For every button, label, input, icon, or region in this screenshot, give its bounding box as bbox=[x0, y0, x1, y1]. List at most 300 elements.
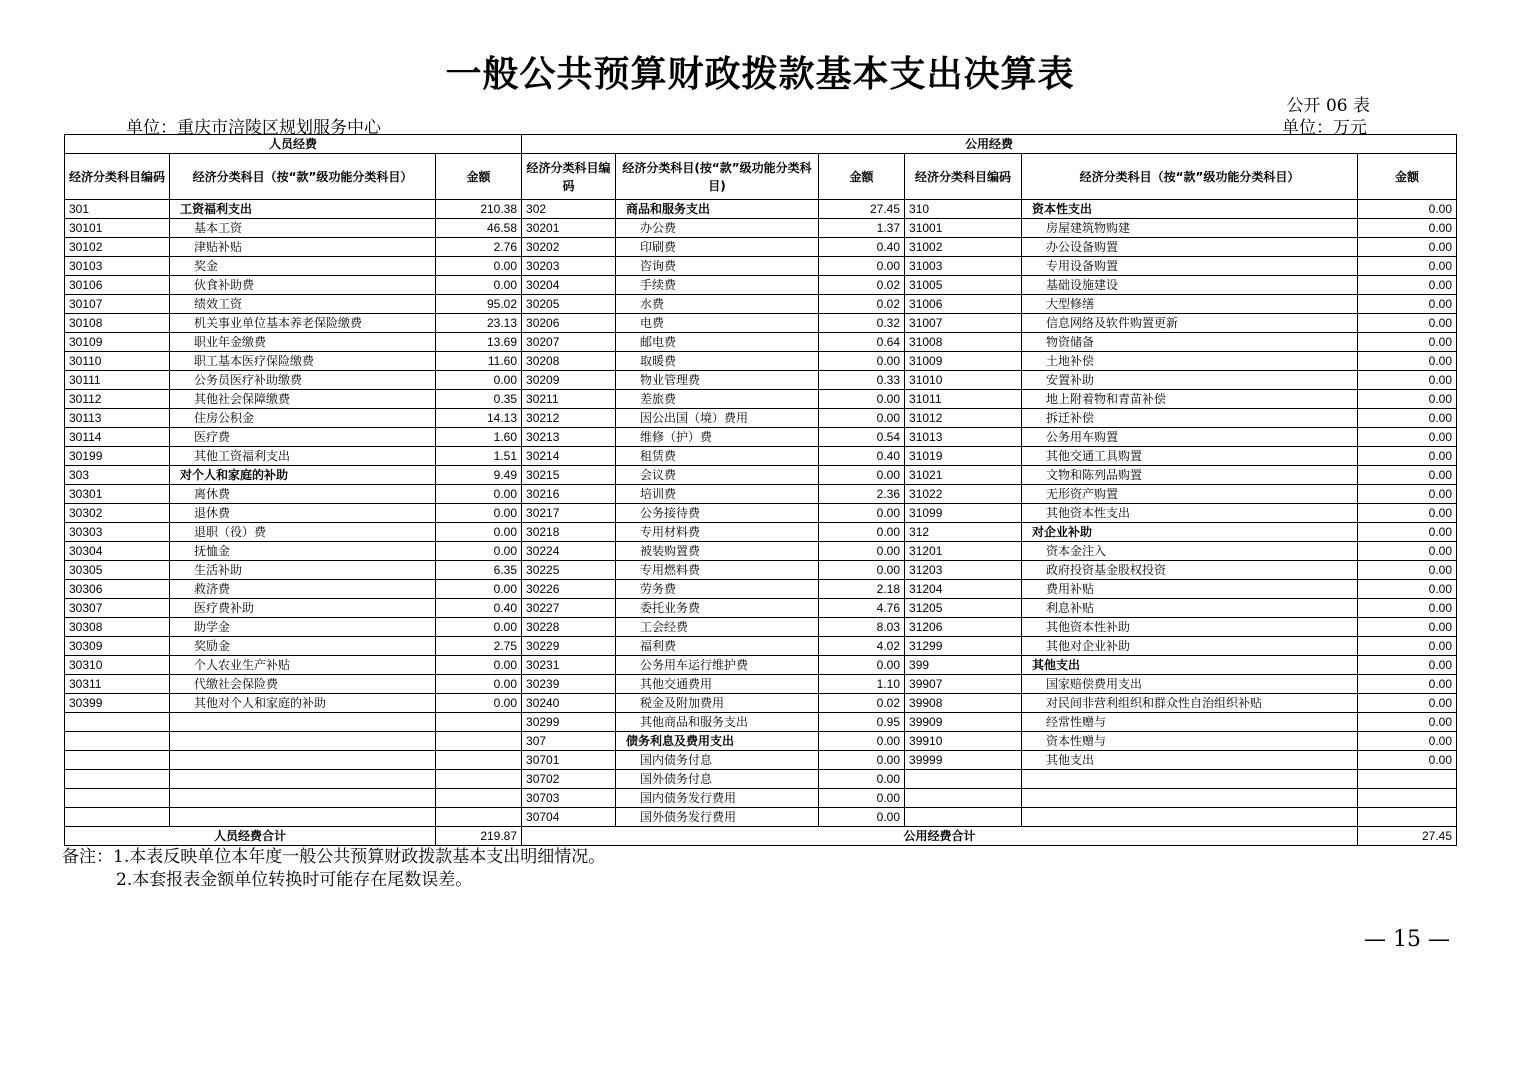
cell-code: 30107 bbox=[65, 295, 170, 314]
table-row bbox=[65, 618, 1457, 637]
cell-code bbox=[65, 713, 170, 732]
cell-code: 30702 bbox=[522, 770, 616, 789]
cell-code: 30399 bbox=[65, 694, 170, 713]
cell-code: 399 bbox=[905, 656, 1022, 675]
cell-name: 国外债务发行费用 bbox=[616, 808, 819, 827]
cell-amount bbox=[436, 751, 522, 770]
cell-code: 31009 bbox=[905, 352, 1022, 371]
cell-code: 30310 bbox=[65, 656, 170, 675]
table-row bbox=[65, 599, 1457, 618]
cell-name: 专用材料费 bbox=[616, 523, 819, 542]
currency-unit: 单位：万元 bbox=[1282, 118, 1367, 138]
cell-name: 其他支出 bbox=[1022, 656, 1358, 675]
cell-code: 30229 bbox=[522, 637, 616, 656]
cell-amount: 0.00 bbox=[1358, 295, 1457, 314]
cell-code: 30207 bbox=[522, 333, 616, 352]
cell-code: 31006 bbox=[905, 295, 1022, 314]
cell-amount bbox=[436, 732, 522, 751]
cell-name: 离休费 bbox=[170, 485, 436, 504]
cell-code: 302 bbox=[522, 200, 616, 219]
cell-amount: 14.13 bbox=[436, 409, 522, 428]
cell-amount: 0.00 bbox=[819, 409, 905, 428]
cell-name: 公务用车购置 bbox=[1022, 428, 1358, 447]
cell-name: 差旅费 bbox=[616, 390, 819, 409]
cell-code: 31021 bbox=[905, 466, 1022, 485]
cell-code: 30101 bbox=[65, 219, 170, 238]
cell-amount: 0.00 bbox=[436, 656, 522, 675]
cell-code bbox=[65, 751, 170, 770]
cell-name: 职业年金缴费 bbox=[170, 333, 436, 352]
cell-amount: 0.00 bbox=[1358, 276, 1457, 295]
cell-amount: 2.36 bbox=[819, 485, 905, 504]
cell-name: 国外债务付息 bbox=[616, 770, 819, 789]
cell-name: 医疗费补助 bbox=[170, 599, 436, 618]
cell-amount: 0.00 bbox=[1358, 561, 1457, 580]
table-row bbox=[65, 694, 1457, 713]
cell-name: 地上附着物和青苗补偿 bbox=[1022, 390, 1358, 409]
col-code-b: 经济分类科目编码 bbox=[522, 154, 616, 200]
cell-name: 国内债务付息 bbox=[616, 751, 819, 770]
table-row bbox=[65, 732, 1457, 751]
cell-code: 310 bbox=[905, 200, 1022, 219]
cell-amount: 46.58 bbox=[436, 219, 522, 238]
cell-name: 其他对个人和家庭的补助 bbox=[170, 694, 436, 713]
cell-code: 307 bbox=[522, 732, 616, 751]
cell-name: 其他交通工具购置 bbox=[1022, 447, 1358, 466]
cell-amount: 0.00 bbox=[436, 618, 522, 637]
cell-amount: 6.35 bbox=[436, 561, 522, 580]
cell-name: 水费 bbox=[616, 295, 819, 314]
cell-name: 电费 bbox=[616, 314, 819, 333]
cell-code: 30224 bbox=[522, 542, 616, 561]
table-row bbox=[65, 447, 1457, 466]
cell-code: 30215 bbox=[522, 466, 616, 485]
cell-code: 31005 bbox=[905, 276, 1022, 295]
table-row bbox=[65, 485, 1457, 504]
cell-amount: 0.00 bbox=[819, 789, 905, 808]
cell-code bbox=[65, 789, 170, 808]
cell-amount: 0.00 bbox=[436, 542, 522, 561]
cell-amount: 0.00 bbox=[819, 523, 905, 542]
cell-name: 绩效工资 bbox=[170, 295, 436, 314]
cell-code: 30212 bbox=[522, 409, 616, 428]
cell-amount: 0.00 bbox=[819, 561, 905, 580]
cell-name: 商品和服务支出 bbox=[616, 200, 819, 219]
cell-amount: 0.95 bbox=[819, 713, 905, 732]
cell-amount: 0.00 bbox=[819, 257, 905, 276]
cell-code: 31206 bbox=[905, 618, 1022, 637]
cell-code: 30301 bbox=[65, 485, 170, 504]
cell-code: 30199 bbox=[65, 447, 170, 466]
cell-amount bbox=[1358, 770, 1457, 789]
cell-name: 拆迁补偿 bbox=[1022, 409, 1358, 428]
cell-code: 30701 bbox=[522, 751, 616, 770]
cell-name: 其他资本性补助 bbox=[1022, 618, 1358, 637]
cell-name: 个人农业生产补贴 bbox=[170, 656, 436, 675]
col-amount-a: 金额 bbox=[436, 154, 522, 200]
cell-name bbox=[170, 713, 436, 732]
cell-code: 312 bbox=[905, 523, 1022, 542]
cell-name: 因公出国（境）费用 bbox=[616, 409, 819, 428]
cell-amount: 0.40 bbox=[819, 238, 905, 257]
cell-code: 30110 bbox=[65, 352, 170, 371]
cell-amount: 0.00 bbox=[436, 523, 522, 542]
cell-code: 30217 bbox=[522, 504, 616, 523]
cell-name bbox=[170, 789, 436, 808]
cell-amount: 0.00 bbox=[819, 542, 905, 561]
cell-name: 医疗费 bbox=[170, 428, 436, 447]
cell-amount: 1.10 bbox=[819, 675, 905, 694]
cell-amount: 0.00 bbox=[1358, 352, 1457, 371]
cell-code: 30226 bbox=[522, 580, 616, 599]
expenditure-table bbox=[64, 134, 1457, 846]
cell-amount: 0.00 bbox=[1358, 428, 1457, 447]
cell-amount: 2.76 bbox=[436, 238, 522, 257]
table-row bbox=[65, 675, 1457, 694]
cell-name: 国家赔偿费用支出 bbox=[1022, 675, 1358, 694]
cell-name: 退休费 bbox=[170, 504, 436, 523]
cell-name: 其他资本性支出 bbox=[1022, 504, 1358, 523]
cell-name: 其他商品和服务支出 bbox=[616, 713, 819, 732]
cell-amount: 0.40 bbox=[436, 599, 522, 618]
public-total-label: 公用经费合计 bbox=[522, 827, 1358, 846]
notes bbox=[62, 846, 605, 892]
cell-name: 大型修缮 bbox=[1022, 295, 1358, 314]
cell-amount: 0.00 bbox=[1358, 371, 1457, 390]
cell-amount: 0.32 bbox=[819, 314, 905, 333]
cell-code: 30203 bbox=[522, 257, 616, 276]
cell-amount: 0.00 bbox=[819, 352, 905, 371]
table-row bbox=[65, 789, 1457, 808]
cell-amount: 0.35 bbox=[436, 390, 522, 409]
cell-code: 31201 bbox=[905, 542, 1022, 561]
cell-name: 无形资产购置 bbox=[1022, 485, 1358, 504]
cell-name: 费用补贴 bbox=[1022, 580, 1358, 599]
cell-code: 30239 bbox=[522, 675, 616, 694]
cell-name: 专用设备购置 bbox=[1022, 257, 1358, 276]
cell-code: 30108 bbox=[65, 314, 170, 333]
cell-code: 31099 bbox=[905, 504, 1022, 523]
cell-amount: 0.00 bbox=[1358, 542, 1457, 561]
table-row bbox=[65, 314, 1457, 333]
cell-code: 30208 bbox=[522, 352, 616, 371]
cell-name: 工会经费 bbox=[616, 618, 819, 637]
col-code-c: 经济分类科目编码 bbox=[905, 154, 1022, 200]
col-name-b: 经济分类科目(按“款”级功能分类科目) bbox=[616, 154, 819, 200]
cell-amount: 0.00 bbox=[1358, 219, 1457, 238]
cell-code: 30114 bbox=[65, 428, 170, 447]
public-header: 公用经费 bbox=[522, 135, 1457, 154]
personnel-total-label: 人员经费合计 bbox=[65, 827, 436, 846]
cell-name: 机关事业单位基本养老保险缴费 bbox=[170, 314, 436, 333]
cell-amount: 0.00 bbox=[436, 276, 522, 295]
cell-name bbox=[170, 808, 436, 827]
cell-name: 劳务费 bbox=[616, 580, 819, 599]
cell-code: 31299 bbox=[905, 637, 1022, 656]
cell-name: 专用燃料费 bbox=[616, 561, 819, 580]
cell-name: 债务利息及费用支出 bbox=[616, 732, 819, 751]
cell-amount: 0.00 bbox=[436, 371, 522, 390]
cell-name: 取暖费 bbox=[616, 352, 819, 371]
cell-code: 31008 bbox=[905, 333, 1022, 352]
cell-name: 经常性赠与 bbox=[1022, 713, 1358, 732]
cell-amount: 0.00 bbox=[1358, 200, 1457, 219]
cell-amount: 0.54 bbox=[819, 428, 905, 447]
cell-name: 邮电费 bbox=[616, 333, 819, 352]
cell-code: 39907 bbox=[905, 675, 1022, 694]
cell-name: 伙食补助费 bbox=[170, 276, 436, 295]
cell-name: 救济费 bbox=[170, 580, 436, 599]
cell-name: 培训费 bbox=[616, 485, 819, 504]
cell-code: 30106 bbox=[65, 276, 170, 295]
cell-amount: 0.00 bbox=[1358, 637, 1457, 656]
cell-amount: 0.00 bbox=[1358, 694, 1457, 713]
cell-code: 31002 bbox=[905, 238, 1022, 257]
cell-name: 津贴补贴 bbox=[170, 238, 436, 257]
table-row bbox=[65, 580, 1457, 599]
cell-code: 31003 bbox=[905, 257, 1022, 276]
cell-amount: 0.00 bbox=[1358, 466, 1457, 485]
cell-code: 30211 bbox=[522, 390, 616, 409]
cell-amount: 0.00 bbox=[1358, 751, 1457, 770]
cell-amount: 0.02 bbox=[819, 295, 905, 314]
cell-code: 30306 bbox=[65, 580, 170, 599]
cell-name bbox=[1022, 770, 1358, 789]
cell-code: 30240 bbox=[522, 694, 616, 713]
cell-code: 30213 bbox=[522, 428, 616, 447]
table-row bbox=[65, 751, 1457, 770]
cell-name: 房屋建筑物购建 bbox=[1022, 219, 1358, 238]
cell-code: 30216 bbox=[522, 485, 616, 504]
table-row bbox=[65, 466, 1457, 485]
cell-amount: 95.02 bbox=[436, 295, 522, 314]
cell-name bbox=[1022, 789, 1358, 808]
cell-code: 31007 bbox=[905, 314, 1022, 333]
note-line-1: 备注：1.本表反映单位本年度一般公共预算财政拨款基本支出明细情况。 bbox=[62, 847, 606, 867]
cell-code: 31205 bbox=[905, 599, 1022, 618]
cell-name: 会议费 bbox=[616, 466, 819, 485]
cell-name: 住房公积金 bbox=[170, 409, 436, 428]
table-row bbox=[65, 219, 1457, 238]
public-total-value: 27.45 bbox=[1358, 827, 1457, 846]
cell-amount: 0.00 bbox=[1358, 314, 1457, 333]
cell-code: 30214 bbox=[522, 447, 616, 466]
cell-code: 30209 bbox=[522, 371, 616, 390]
cell-name: 资本金注入 bbox=[1022, 542, 1358, 561]
cell-code: 303 bbox=[65, 466, 170, 485]
cell-name: 信息网络及软件购置更新 bbox=[1022, 314, 1358, 333]
cell-name: 资本性赠与 bbox=[1022, 732, 1358, 751]
cell-amount: 0.00 bbox=[819, 751, 905, 770]
cell-amount: 1.51 bbox=[436, 447, 522, 466]
cell-name: 物业管理费 bbox=[616, 371, 819, 390]
cell-amount: 0.00 bbox=[1358, 580, 1457, 599]
cell-code: 31001 bbox=[905, 219, 1022, 238]
cell-name: 安置补助 bbox=[1022, 371, 1358, 390]
cell-amount: 0.00 bbox=[1358, 485, 1457, 504]
cell-code: 30225 bbox=[522, 561, 616, 580]
cell-amount: 0.00 bbox=[1358, 409, 1457, 428]
cell-code: 30703 bbox=[522, 789, 616, 808]
cell-name: 维修（护）费 bbox=[616, 428, 819, 447]
cell-name: 对企业补助 bbox=[1022, 523, 1358, 542]
cell-name: 其他工资福利支出 bbox=[170, 447, 436, 466]
cell-amount: 0.00 bbox=[1358, 238, 1457, 257]
cell-name: 奖励金 bbox=[170, 637, 436, 656]
cell-amount: 0.00 bbox=[819, 390, 905, 409]
cell-amount: 0.00 bbox=[1358, 447, 1457, 466]
cell-name: 工资福利支出 bbox=[170, 200, 436, 219]
form-number: 公开 06 表 bbox=[1286, 96, 1370, 116]
cell-amount: 0.00 bbox=[819, 808, 905, 827]
col-amount-b: 金额 bbox=[819, 154, 905, 200]
col-name-a: 经济分类科目（按“款”级功能分类科目） bbox=[170, 154, 436, 200]
cell-amount: 2.18 bbox=[819, 580, 905, 599]
table-row bbox=[65, 200, 1457, 219]
cell-code: 30304 bbox=[65, 542, 170, 561]
cell-amount: 0.00 bbox=[436, 675, 522, 694]
personnel-total-value: 219.87 bbox=[436, 827, 522, 846]
cell-code bbox=[65, 732, 170, 751]
cell-code: 30205 bbox=[522, 295, 616, 314]
cell-amount: 0.00 bbox=[436, 504, 522, 523]
cell-name: 资本性支出 bbox=[1022, 200, 1358, 219]
cell-amount bbox=[436, 713, 522, 732]
table-row bbox=[65, 656, 1457, 675]
cell-amount: 8.03 bbox=[819, 618, 905, 637]
cell-code: 31011 bbox=[905, 390, 1022, 409]
table-row bbox=[65, 333, 1457, 352]
cell-amount bbox=[436, 808, 522, 827]
table-row bbox=[65, 770, 1457, 789]
cell-name bbox=[170, 751, 436, 770]
cell-code: 30302 bbox=[65, 504, 170, 523]
cell-code: 30305 bbox=[65, 561, 170, 580]
cell-name: 被装购置费 bbox=[616, 542, 819, 561]
cell-name: 职工基本医疗保险缴费 bbox=[170, 352, 436, 371]
cell-name: 基础设施建设 bbox=[1022, 276, 1358, 295]
cell-amount: 4.02 bbox=[819, 637, 905, 656]
cell-amount: 0.00 bbox=[436, 694, 522, 713]
cell-amount: 1.60 bbox=[436, 428, 522, 447]
cell-name: 生活补助 bbox=[170, 561, 436, 580]
cell-amount: 9.49 bbox=[436, 466, 522, 485]
cell-code: 30303 bbox=[65, 523, 170, 542]
cell-code: 30231 bbox=[522, 656, 616, 675]
cell-code: 30311 bbox=[65, 675, 170, 694]
cell-name: 税金及附加费用 bbox=[616, 694, 819, 713]
table-row bbox=[65, 561, 1457, 580]
table-row bbox=[65, 295, 1457, 314]
cell-code: 30201 bbox=[522, 219, 616, 238]
cell-code: 30202 bbox=[522, 238, 616, 257]
cell-name: 公务用车运行维护费 bbox=[616, 656, 819, 675]
cell-name: 对个人和家庭的补助 bbox=[170, 466, 436, 485]
cell-amount bbox=[1358, 789, 1457, 808]
cell-name: 退职（役）费 bbox=[170, 523, 436, 542]
cell-code bbox=[65, 808, 170, 827]
cell-name: 福利费 bbox=[616, 637, 819, 656]
personnel-header: 人员经费 bbox=[65, 135, 522, 154]
cell-code: 31203 bbox=[905, 561, 1022, 580]
cell-amount: 0.00 bbox=[1358, 618, 1457, 637]
cell-name: 公务接待费 bbox=[616, 504, 819, 523]
cell-amount: 0.00 bbox=[819, 770, 905, 789]
cell-name: 奖金 bbox=[170, 257, 436, 276]
cell-name: 对民间非营利组织和群众性自治组织补贴 bbox=[1022, 694, 1358, 713]
cell-amount: 0.00 bbox=[819, 656, 905, 675]
cell-code: 30307 bbox=[65, 599, 170, 618]
cell-name: 办公费 bbox=[616, 219, 819, 238]
col-name-c: 经济分类科目（按“款”级功能分类科目） bbox=[1022, 154, 1358, 200]
cell-amount: 23.13 bbox=[436, 314, 522, 333]
table-row bbox=[65, 352, 1457, 371]
cell-amount: 11.60 bbox=[436, 352, 522, 371]
cell-name: 其他交通费用 bbox=[616, 675, 819, 694]
cell-amount: 0.00 bbox=[1358, 656, 1457, 675]
cell-code bbox=[65, 770, 170, 789]
cell-amount: 27.45 bbox=[819, 200, 905, 219]
cell-code: 30102 bbox=[65, 238, 170, 257]
cell-name bbox=[1022, 808, 1358, 827]
page-number: — 15 — bbox=[1364, 927, 1450, 952]
cell-amount: 0.00 bbox=[436, 257, 522, 276]
cell-amount: 0.00 bbox=[1358, 675, 1457, 694]
table-row bbox=[65, 428, 1457, 447]
cell-name: 基本工资 bbox=[170, 219, 436, 238]
cell-amount: 0.33 bbox=[819, 371, 905, 390]
cell-code: 30308 bbox=[65, 618, 170, 637]
cell-code: 30109 bbox=[65, 333, 170, 352]
table-row bbox=[65, 637, 1457, 656]
cell-code bbox=[905, 789, 1022, 808]
cell-code: 31019 bbox=[905, 447, 1022, 466]
cell-name: 印刷费 bbox=[616, 238, 819, 257]
table-row bbox=[65, 808, 1457, 827]
col-amount-c: 金额 bbox=[1358, 154, 1457, 200]
cell-name: 助学金 bbox=[170, 618, 436, 637]
table-row bbox=[65, 542, 1457, 561]
cell-code: 31010 bbox=[905, 371, 1022, 390]
cell-code: 31022 bbox=[905, 485, 1022, 504]
cell-code: 301 bbox=[65, 200, 170, 219]
cell-code: 31204 bbox=[905, 580, 1022, 599]
cell-amount: 0.40 bbox=[819, 447, 905, 466]
cell-amount: 0.02 bbox=[819, 694, 905, 713]
cell-amount: 4.76 bbox=[819, 599, 905, 618]
note-line-2: 2.本套报表金额单位转换时可能存在尾数误差。 bbox=[116, 870, 473, 890]
cell-name: 公务员医疗补助缴费 bbox=[170, 371, 436, 390]
cell-amount: 0.00 bbox=[1358, 257, 1457, 276]
page-title: 一般公共预算财政拨款基本支出决算表 bbox=[445, 53, 1075, 95]
cell-amount: 0.00 bbox=[819, 504, 905, 523]
cell-amount: 0.64 bbox=[819, 333, 905, 352]
reporting-unit: 单位：重庆市涪陵区规划服务中心 bbox=[126, 118, 381, 138]
cell-code: 30309 bbox=[65, 637, 170, 656]
cell-amount: 0.00 bbox=[1358, 713, 1457, 732]
cell-amount: 0.00 bbox=[1358, 732, 1457, 751]
cell-code: 39999 bbox=[905, 751, 1022, 770]
cell-name: 物资储备 bbox=[1022, 333, 1358, 352]
cell-amount: 13.69 bbox=[436, 333, 522, 352]
table-row bbox=[65, 523, 1457, 542]
cell-code: 30113 bbox=[65, 409, 170, 428]
cell-code: 30227 bbox=[522, 599, 616, 618]
cell-name: 委托业务费 bbox=[616, 599, 819, 618]
cell-name: 手续费 bbox=[616, 276, 819, 295]
cell-amount bbox=[436, 770, 522, 789]
table-row bbox=[65, 276, 1457, 295]
